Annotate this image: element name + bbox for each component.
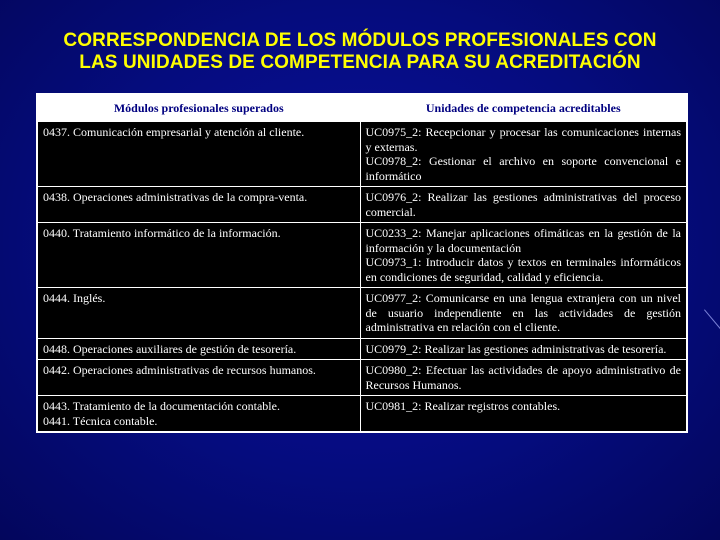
unit-text: UC0233_2: Manejar aplicaciones ofimáticas en la gestión de la información y la documentación — [365, 226, 681, 255]
unit-cell — [360, 187, 687, 223]
module-text: 0437. Comunicación empresarial y atención al cliente. — [43, 125, 305, 139]
unit-cell — [360, 338, 687, 360]
module-cell — [37, 360, 360, 396]
header-modules: Módulos profesionales superados — [37, 94, 360, 122]
table-row — [37, 223, 687, 288]
module-cell — [37, 288, 360, 339]
module-cell — [37, 396, 360, 433]
module-text: 0443. Tratamiento de la documentación contable. — [43, 399, 280, 413]
correspondence-table — [36, 93, 688, 433]
unit-cell — [360, 223, 687, 288]
unit-cell — [360, 396, 687, 433]
unit-text: UC0980_2: Efectuar las actividades de apoyo administrativo de Recursos Humanos. — [365, 363, 681, 392]
slide-title — [0, 30, 720, 74]
slide-title-line-2: LAS UNIDADES DE COMPETENCIA PARA SU ACREDITACIÓN — [79, 52, 641, 73]
unit-cell — [360, 288, 687, 339]
table-row — [37, 288, 687, 339]
header-units: Unidades de competencia acreditables — [360, 94, 687, 122]
module-text: 0444. Inglés. — [43, 291, 106, 305]
module-cell — [37, 223, 360, 288]
unit-cell — [360, 122, 687, 187]
table-row — [37, 122, 687, 187]
table-row — [37, 396, 687, 433]
unit-text: UC0979_2: Realizar las gestiones administrativas de tesorería. — [365, 341, 667, 356]
unit-text: UC0976_2: Realizar las gestiones administrativas del proceso comercial. — [365, 190, 681, 219]
module-text: 0441. Técnica contable. — [43, 413, 158, 428]
table-header-row — [37, 94, 687, 122]
unit-text: UC0978_2: Gestionar el archivo en soporte convencional e informático — [365, 154, 681, 183]
table-row — [37, 187, 687, 223]
module-text: 0440. Tratamiento informático de la información. — [43, 226, 281, 240]
table-row — [37, 338, 687, 360]
slide-title-line-1: CORRESPONDENCIA DE LOS MÓDULOS PROFESIONALES CON — [63, 30, 657, 51]
module-cell — [37, 122, 360, 187]
module-text: 0442. Operaciones administrativas de recursos humanos. — [43, 363, 316, 377]
module-cell — [37, 338, 360, 360]
unit-cell — [360, 360, 687, 396]
table-row — [37, 360, 687, 396]
unit-text: UC0975_2: Recepcionar y procesar las comunicaciones internas y externas. — [365, 125, 681, 154]
unit-text: UC0973_1: Introducir datos y textos en terminales informáticos en condiciones de seguridad, calidad y eficiencia. — [365, 255, 681, 284]
module-text: 0438. Operaciones administrativas de la compra-venta. — [43, 190, 308, 204]
decorative-line — [704, 309, 720, 337]
module-cell — [37, 187, 360, 223]
unit-text: UC0981_2: Realizar registros contables. — [365, 399, 561, 413]
unit-text: UC0977_2: Comunicarse en una lengua extranjera con un nivel de usuario independiente en las actividades de gestión administrativa en relación con el cliente. — [365, 291, 681, 334]
module-text: 0448. Operaciones auxiliares de gestión de tesorería. — [43, 341, 297, 356]
